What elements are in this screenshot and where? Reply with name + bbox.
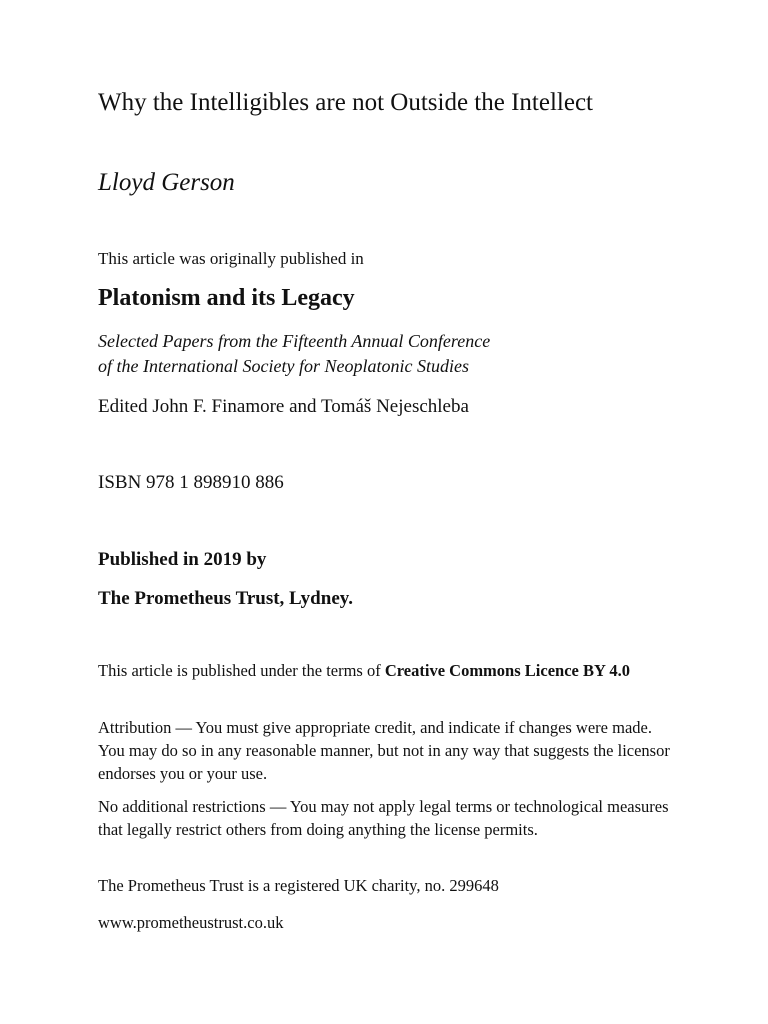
publisher: The Prometheus Trust, Lydney. — [98, 588, 353, 609]
attribution-terms: Attribution — You must give appropriate credit, and indicate if changes were made. You may do so in any reasonable manner, but not in any way that suggests the licensor endorses you or your use. — [98, 718, 670, 783]
published-year: Published in 2019 by — [98, 549, 267, 570]
website-link[interactable]: www.prometheustrust.co.uk — [98, 913, 284, 932]
book-title: Platonism and its Legacy — [98, 285, 355, 311]
charity-notice: The Prometheus Trust is a registered UK charity, no. 299648 — [98, 876, 499, 895]
restrictions-terms: No additional restrictions — You may not apply legal terms or technological measures that legally restrict others from doing anything the license permits. — [98, 797, 669, 839]
license-name: Creative Commons Licence BY 4.0 — [384, 661, 631, 680]
license-statement — [98, 659, 678, 682]
book-subtitle-line-1: Selected Papers from the Fifteenth Annual Conference — [98, 331, 491, 351]
book-subtitle-line-2: of the International Society for Neoplatonic Studies — [98, 356, 469, 376]
book-subtitle — [98, 329, 658, 379]
document-page — [98, 0, 688, 1024]
article-author: Lloyd Gerson — [98, 169, 235, 196]
isbn: ISBN 978 1 898910 886 — [98, 472, 284, 493]
article-title: Why the Intelligibles are not Outside the Intellect — [98, 89, 593, 116]
originally-published-note: This article was originally published in — [98, 249, 364, 268]
license-intro: This article is published under the terms of — [98, 661, 385, 680]
book-editors: Edited John F. Finamore and Tomáš Nejeschleba — [98, 396, 469, 417]
